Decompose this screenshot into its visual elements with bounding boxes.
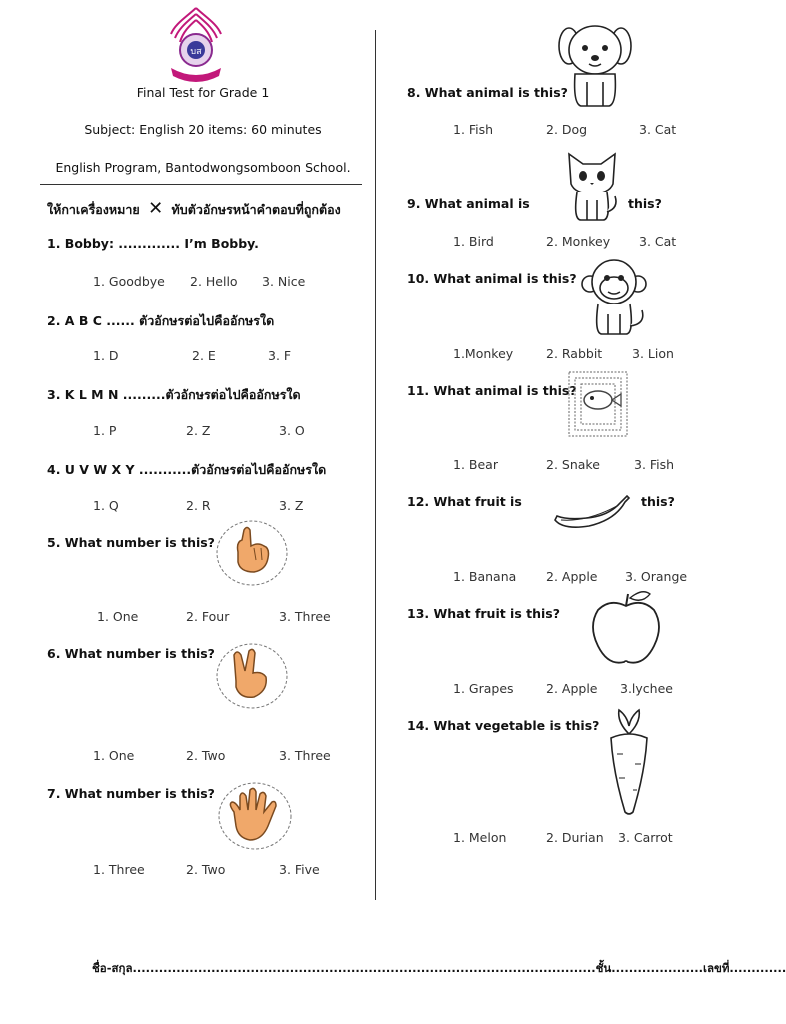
- q4-option-1[interactable]: 1. Q: [93, 498, 119, 513]
- q11-option-2[interactable]: 2. Snake: [546, 457, 600, 472]
- q2-option-2[interactable]: 2. E: [192, 348, 216, 363]
- name-field[interactable]: ชื่อ-สกุล..........................................................................................................: [92, 961, 596, 975]
- q1-option-3[interactable]: 3. Nice: [262, 274, 306, 289]
- q3-option-3[interactable]: 3. O: [279, 423, 305, 438]
- q9-option-3[interactable]: 3. Cat: [639, 234, 677, 249]
- q5-option-2[interactable]: 2. Four: [186, 609, 230, 624]
- apple-icon: [590, 590, 662, 668]
- q6-option-3[interactable]: 3. Three: [279, 748, 331, 763]
- fish-mosaic-icon: [567, 370, 629, 438]
- number-field[interactable]: เลขที่.............: [703, 961, 786, 975]
- carrot-icon: [603, 708, 655, 816]
- footer-fields: [92, 960, 786, 978]
- q2-option-1[interactable]: 1. D: [93, 348, 119, 363]
- question-3: 3. K L M N .........ตัวอักษรต่อไปคืออักษรใด: [47, 387, 301, 402]
- q10-option-1[interactable]: 1.Monkey: [453, 346, 514, 361]
- q13-option-3[interactable]: 3.lychee: [620, 681, 673, 696]
- instruction-before: ให้กาเครื่องหมาย: [47, 202, 140, 217]
- q14-option-2[interactable]: 2. Durian: [546, 830, 604, 845]
- svg-text:บส: บส: [190, 47, 202, 57]
- q3-option-1[interactable]: 1. P: [93, 423, 117, 438]
- question-12-tail: this?: [641, 494, 675, 509]
- q13-option-2[interactable]: 2. Apple: [546, 681, 598, 696]
- banana-icon: [553, 494, 631, 534]
- cat-icon: [563, 148, 621, 222]
- question-7: 7. What number is this?: [47, 786, 215, 801]
- question-8: 8. What animal is this?: [407, 85, 568, 100]
- q4-option-2[interactable]: 2. R: [186, 498, 211, 513]
- instruction-after: ทับตัวอักษรหน้าคำตอบที่ถูกต้อง: [171, 202, 341, 217]
- q13-option-1[interactable]: 1. Grapes: [453, 681, 514, 696]
- program-line: English Program, Bantodwongsomboon School.: [55, 160, 351, 175]
- q8-option-1[interactable]: 1. Fish: [453, 122, 494, 137]
- q6-option-2[interactable]: 2. Two: [186, 748, 226, 763]
- q1-option-1[interactable]: 1. Goodbye: [93, 274, 165, 289]
- q7-option-3[interactable]: 3. Five: [279, 862, 320, 877]
- q6-option-1[interactable]: 1. One: [93, 748, 135, 763]
- x-mark-icon: ✕: [148, 198, 164, 219]
- q12-option-2[interactable]: 2. Apple: [546, 569, 598, 584]
- q5-option-1[interactable]: 1. One: [97, 609, 139, 624]
- q4-option-3[interactable]: 3. Z: [279, 498, 304, 513]
- q14-option-1[interactable]: 1. Melon: [453, 830, 507, 845]
- page-title: Final Test for Grade 1: [136, 85, 270, 100]
- q12-option-1[interactable]: 1. Banana: [453, 569, 517, 584]
- question-1: 1. Bobby: ............. I’m Bobby.: [47, 236, 259, 251]
- q5-option-3[interactable]: 3. Three: [279, 609, 331, 624]
- question-4: 4. U V W X Y ...........ตัวอักษรต่อไปคืออักษรใด: [47, 462, 327, 477]
- column-divider: [375, 30, 376, 900]
- q10-option-2[interactable]: 2. Rabbit: [546, 346, 603, 361]
- question-12: 12. What fruit is: [407, 494, 522, 509]
- q7-option-1[interactable]: 1. Three: [93, 862, 145, 877]
- question-9: 9. What animal is: [407, 196, 530, 211]
- question-9-tail: this?: [628, 196, 662, 211]
- q9-option-1[interactable]: 1. Bird: [453, 234, 494, 249]
- question-5: 5. What number is this?: [47, 535, 215, 550]
- q1-option-2[interactable]: 2. Hello: [190, 274, 238, 289]
- q10-option-3[interactable]: 3. Lion: [632, 346, 674, 361]
- header-divider: [40, 184, 362, 185]
- question-10: 10. What animal is this?: [407, 271, 577, 286]
- monkey-icon: [580, 258, 652, 336]
- q8-option-3[interactable]: 3. Cat: [639, 122, 677, 137]
- q2-option-3[interactable]: 3. F: [268, 348, 292, 363]
- instruction: [47, 198, 341, 220]
- q9-option-2[interactable]: 2. Monkey: [546, 234, 611, 249]
- two-finger-hand-icon: [216, 643, 288, 709]
- q8-option-2[interactable]: 2. Dog: [546, 122, 588, 137]
- q7-option-2[interactable]: 2. Two: [186, 862, 226, 877]
- q3-option-2[interactable]: 2. Z: [186, 423, 211, 438]
- question-13: 13. What fruit is this?: [407, 606, 560, 621]
- one-finger-hand-icon: [216, 520, 288, 586]
- q11-option-1[interactable]: 1. Bear: [453, 457, 498, 472]
- subject-line: Subject: English 20 items: 60 minutes: [84, 122, 322, 137]
- school-logo-icon: [163, 4, 229, 82]
- q11-option-3[interactable]: 3. Fish: [634, 457, 675, 472]
- grade-field[interactable]: ชั้น.....................: [595, 961, 704, 975]
- question-14: 14. What vegetable is this?: [407, 718, 600, 733]
- question-6: 6. What number is this?: [47, 646, 215, 661]
- question-2: 2. A B C ...... ตัวอักษรต่อไปคืออักษรใด: [47, 313, 275, 328]
- q14-option-3[interactable]: 3. Carrot: [618, 830, 673, 845]
- five-finger-hand-icon: [218, 782, 292, 850]
- question-11: 11. What animal is this?: [407, 383, 577, 398]
- q12-option-3[interactable]: 3. Orange: [625, 569, 688, 584]
